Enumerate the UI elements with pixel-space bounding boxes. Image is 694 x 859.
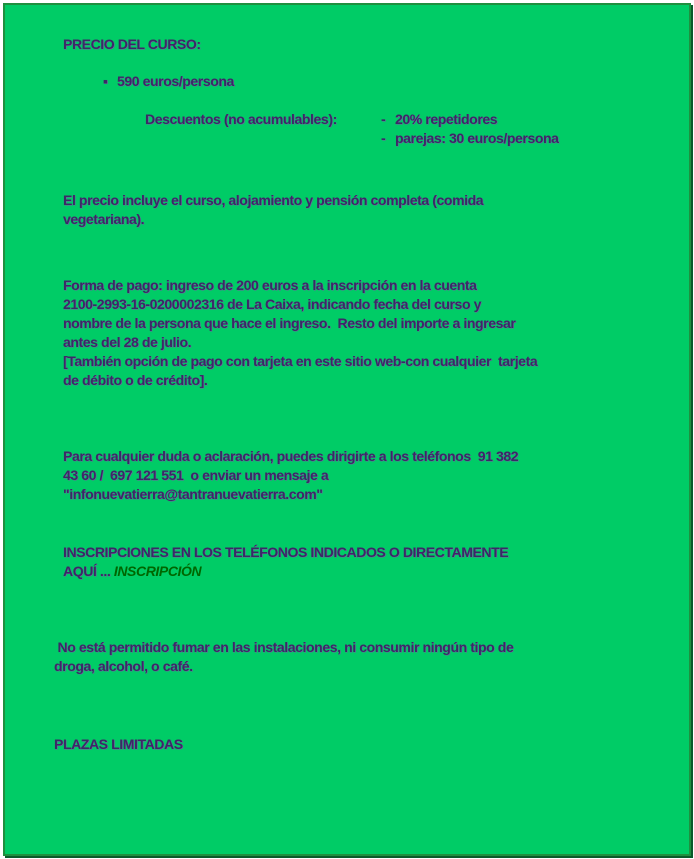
discounts-label: Descuentos (no acumulables): bbox=[145, 111, 337, 127]
course-info-panel bbox=[3, 3, 691, 856]
price-heading: PRECIO DEL CURSO: bbox=[63, 36, 201, 52]
dash-icon: - bbox=[381, 130, 386, 146]
payment-text-line: Forma de pago: ingreso de 200 euros a la inscripción en la cuenta bbox=[63, 277, 477, 293]
includes-text-line: El precio incluye el curso, alojamiento y pensión completa (comida bbox=[63, 192, 484, 208]
includes-text-line: vegetariana). bbox=[63, 211, 145, 227]
payment-text-line: [También opción de pago con tarjeta en este sitio web-con cualquier tarjeta bbox=[63, 353, 538, 369]
no-smoking-text-line: No está permitido fumar en las instalaciones, ni consumir ningún tipo de bbox=[54, 639, 514, 655]
payment-text-line: de débito o de crédito]. bbox=[63, 372, 208, 388]
price-amount: 590 euros/persona bbox=[117, 73, 234, 89]
limited-places-notice: PLAZAS LIMITADAS bbox=[54, 736, 183, 752]
discount-item: 20% repetidores bbox=[395, 111, 498, 127]
no-smoking-text-line: droga, alcohol, o café. bbox=[54, 658, 193, 674]
payment-text-line: antes del 28 de julio. bbox=[63, 334, 192, 350]
contact-email: "infonuevatierra@tantranuevatierra.com" bbox=[63, 486, 323, 502]
dash-icon: - bbox=[381, 111, 386, 127]
price-bullet-icon: ▪ bbox=[103, 73, 108, 89]
payment-text-line: nombre de la persona que hace el ingreso. Resto del importe a ingresar bbox=[63, 315, 516, 331]
inscription-link[interactable]: INSCRIPCIÓN bbox=[113, 563, 202, 579]
inscriptions-line bbox=[63, 562, 201, 580]
discount-item: parejas: 30 euros/persona bbox=[395, 130, 559, 146]
contact-text-line: 43 60 / 697 121 551 o enviar un mensaje a bbox=[63, 467, 329, 483]
contact-text-line: Para cualquier duda o aclaración, puedes dirigirte a los teléfonos 91 382 bbox=[63, 448, 519, 464]
inscriptions-heading: INSCRIPCIONES EN LOS TELÉFONOS INDICADOS O DIRECTAMENTE bbox=[63, 544, 509, 560]
payment-text-line: 2100-2993-16-0200002316 de La Caixa, indicando fecha del curso y bbox=[63, 296, 481, 312]
inscriptions-prefix: AQUÍ ... bbox=[63, 563, 114, 579]
